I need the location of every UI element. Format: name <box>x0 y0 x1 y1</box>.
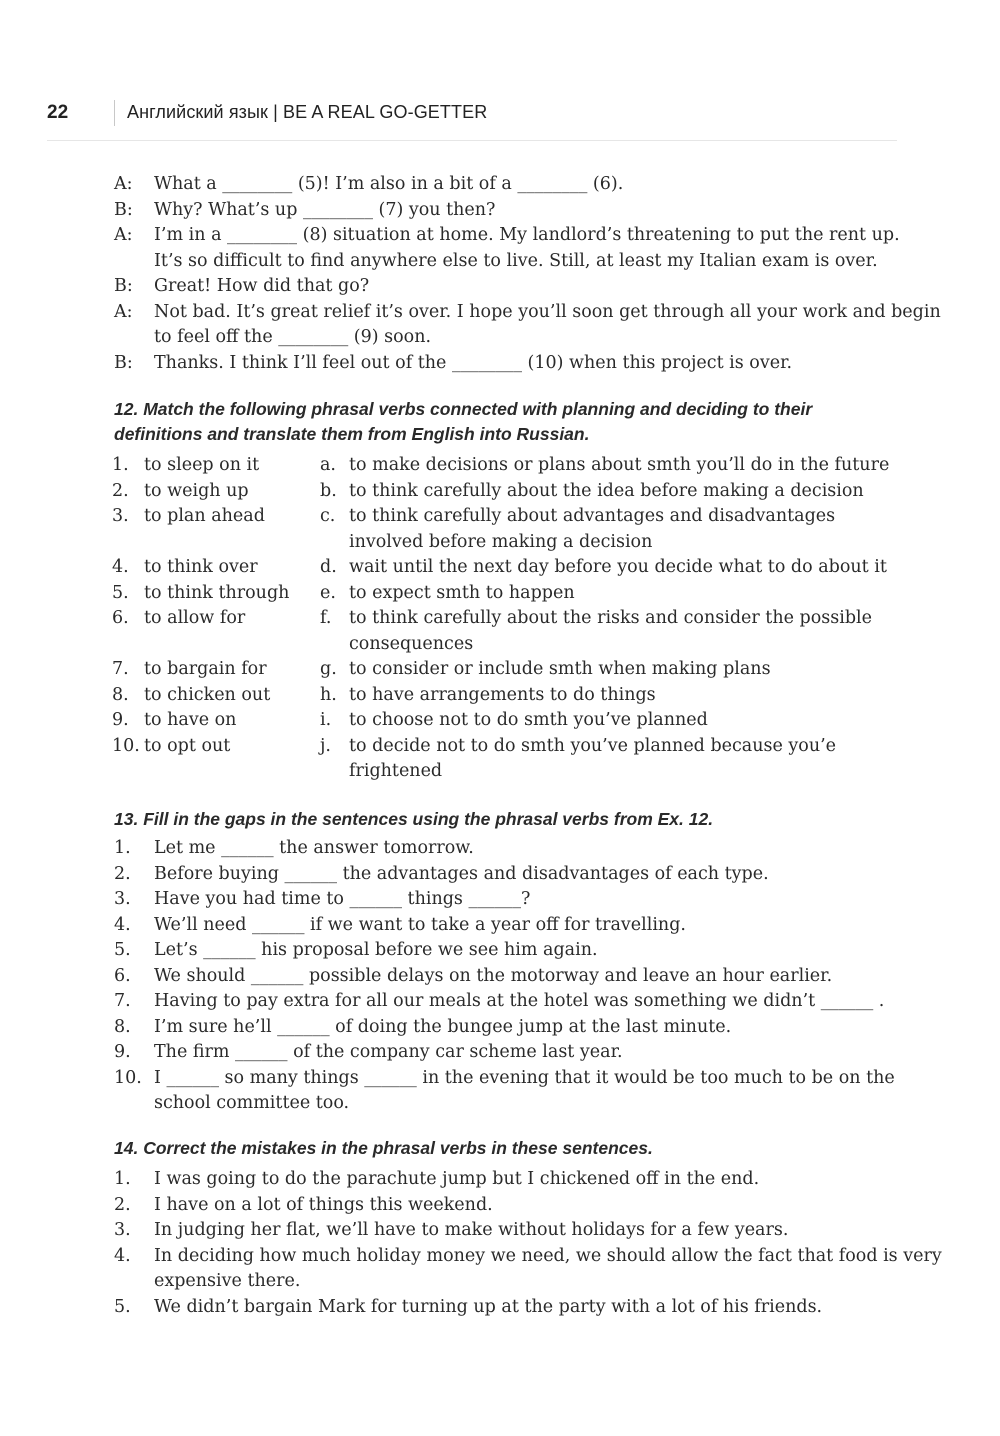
ex14-sentence: We didn’t bargain Mark for turning up at the party with a lot of his friends. <box>154 1296 823 1317</box>
dialogue-line: What a ________ (5)! I’m also in a bit of a ________ (6). <box>154 174 624 194</box>
dialogue-line: Great! How did that go? <box>154 276 370 296</box>
dialogue-line: I’m in a ________ (8) situation at home. My landlord’s threatening to put the rent up. <box>154 225 900 245</box>
ex13-sentence: Having to pay extra for all our meals at the hotel was something we didn’t ______ . <box>154 991 885 1011</box>
ex14-sentence: In deciding how much holiday money we need, we should allow the fact that food is very <box>154 1245 942 1266</box>
ex12-phrasal-verb: to allow for <box>144 608 246 628</box>
ex12-letter: c. <box>320 506 336 526</box>
ex12-definition: to think carefully about the risks and consider the possible <box>349 608 872 628</box>
ex12-phrasal-verb: to think over <box>144 557 258 577</box>
exercise-12-heading: definitions and translate them from English into Russian. <box>114 424 590 444</box>
ex13-number: 4. <box>114 914 131 935</box>
ex12-letter: i. <box>320 710 332 730</box>
ex12-letter: j. <box>320 735 331 756</box>
page-header <box>47 100 897 128</box>
dialogue-speaker: A: <box>114 301 133 322</box>
ex13-number: 9. <box>114 1042 131 1062</box>
ex13-sentence: Before buying ______ the advantages and disadvantages of each type. <box>154 863 769 884</box>
ex12-phrasal-verb: to plan ahead <box>144 506 265 526</box>
ex12-phrasal-verb: to opt out <box>144 735 231 756</box>
header-divider <box>114 100 115 126</box>
ex13-number: 1. <box>114 838 131 858</box>
ex12-definition: consequences <box>349 633 474 654</box>
ex12-definition: to decide not to do smth you’ve planned because you’e <box>349 735 837 756</box>
ex12-definition: to expect smth to happen <box>349 582 575 603</box>
ex12-phrasal-verb: to think through <box>144 582 290 603</box>
ex14-sentence: I have on a lot of things this weekend. <box>154 1194 493 1215</box>
ex12-letter: g. <box>320 659 337 679</box>
dialogue-speaker: A: <box>114 225 133 245</box>
ex13-sentence: Have you had time to ______ things ______? <box>154 889 531 909</box>
ex14-number: 2. <box>114 1194 131 1215</box>
exercise-14-heading: 14. Correct the mistakes in the phrasal verbs in these sentences. <box>114 1138 653 1158</box>
ex13-number: 6. <box>114 965 131 986</box>
dialogue-speaker: B: <box>114 276 133 296</box>
ex13-sentence: We should ______ possible delays on the motorway and leave an hour earlier. <box>154 965 833 986</box>
ex13-sentence: Let me ______ the answer tomorrow. <box>154 838 474 858</box>
ex14-number: 3. <box>114 1220 131 1240</box>
ex13-number: 8. <box>114 1016 131 1037</box>
ex13-number: 10. <box>114 1067 142 1088</box>
ex12-letter: a. <box>320 455 336 475</box>
ex12-definition: to choose not to do smth you’ve planned <box>349 710 708 730</box>
dialogue-speaker: B: <box>114 352 133 373</box>
ex13-number: 7. <box>114 991 131 1011</box>
dialogue-speaker: B: <box>114 199 133 220</box>
ex13-sentence: The firm ______ of the company car scheme last year. <box>154 1042 623 1062</box>
ex13-number: 2. <box>114 863 131 884</box>
book-title: Английский язык | BE A REAL GO-GETTER <box>127 102 488 122</box>
ex12-definition: to make decisions or plans about smth you’ll do in the future <box>349 455 890 475</box>
ex12-letter: b. <box>320 480 337 501</box>
page-number: 22 <box>47 102 69 123</box>
ex12-letter: d. <box>320 557 337 577</box>
ex12-number: 10. <box>112 735 140 756</box>
dialogue-line: Not bad. It’s great relief it’s over. I hope you’ll soon get through all your work and begin <box>154 301 941 322</box>
ex12-definition: involved before making a decision <box>349 531 653 552</box>
ex12-letter: h. <box>320 684 337 705</box>
exercise-12-heading: 12. Match the following phrasal verbs connected with planning and deciding to their <box>114 399 813 419</box>
ex12-definition: frightened <box>349 761 443 781</box>
ex12-phrasal-verb: to chicken out <box>144 684 271 705</box>
ex12-definition: to think carefully about advantages and disadvantages <box>349 506 836 526</box>
dialogue-line: It’s so difficult to find anywhere else to live. Still, at least my Italian exam is over. <box>154 250 878 271</box>
ex12-phrasal-verb: to weigh up <box>144 480 249 501</box>
ex14-number: 4. <box>114 1245 131 1266</box>
ex13-number: 3. <box>114 889 131 909</box>
ex12-number: 6. <box>112 608 129 628</box>
ex12-definition: to consider or include smth when making plans <box>349 659 771 679</box>
ex12-number: 9. <box>112 710 129 730</box>
ex14-number: 5. <box>114 1296 131 1317</box>
ex12-number: 2. <box>112 480 129 501</box>
ex13-sentence: We’ll need ______ if we want to take a year off for travelling. <box>154 914 686 935</box>
ex12-letter: e. <box>320 582 336 603</box>
ex13-sentence: school committee too. <box>154 1093 350 1113</box>
ex12-number: 5. <box>112 582 129 603</box>
ex13-number: 5. <box>114 940 131 960</box>
dialogue-line: Thanks. I think I’ll feel out of the ________ (10) when this project is over. <box>154 352 793 373</box>
exercise-13-heading: 13. Fill in the gaps in the sentences using the phrasal verbs from Ex. 12. <box>114 809 714 829</box>
ex12-letter: f. <box>320 608 332 628</box>
ex12-number: 7. <box>112 659 129 679</box>
ex12-phrasal-verb: to sleep on it <box>144 455 260 475</box>
ex12-definition: to have arrangements to do things <box>349 684 656 705</box>
dialogue-line: to feel off the ________ (9) soon. <box>154 327 432 347</box>
ex13-sentence: I’m sure he’ll ______ of doing the bungee jump at the last minute. <box>154 1016 732 1037</box>
ex12-phrasal-verb: to bargain for <box>144 659 267 679</box>
ex14-sentence: In judging her flat, we’ll have to make without holidays for a few years. <box>154 1220 789 1240</box>
ex13-sentence: Let’s ______ his proposal before we see him again. <box>154 940 598 960</box>
dialogue-line: Why? What’s up ________ (7) you then? <box>154 199 496 220</box>
header-rule <box>47 140 897 141</box>
ex12-number: 3. <box>112 506 129 526</box>
ex12-phrasal-verb: to have on <box>144 710 237 730</box>
ex13-sentence: I ______ so many things ______ in the evening that it would be too much to be on the <box>154 1067 895 1088</box>
ex12-definition: wait until the next day before you decide what to do about it <box>349 557 887 577</box>
ex12-number: 8. <box>112 684 129 705</box>
ex12-definition: to think carefully about the idea before making a decision <box>349 480 864 501</box>
dialogue-speaker: A: <box>114 174 133 194</box>
ex14-number: 1. <box>114 1169 131 1189</box>
ex14-sentence: I was going to do the parachute jump but I chickened off in the end. <box>154 1169 760 1189</box>
ex14-sentence: expensive there. <box>154 1271 301 1291</box>
ex12-number: 1. <box>112 455 129 475</box>
ex12-number: 4. <box>112 557 129 577</box>
